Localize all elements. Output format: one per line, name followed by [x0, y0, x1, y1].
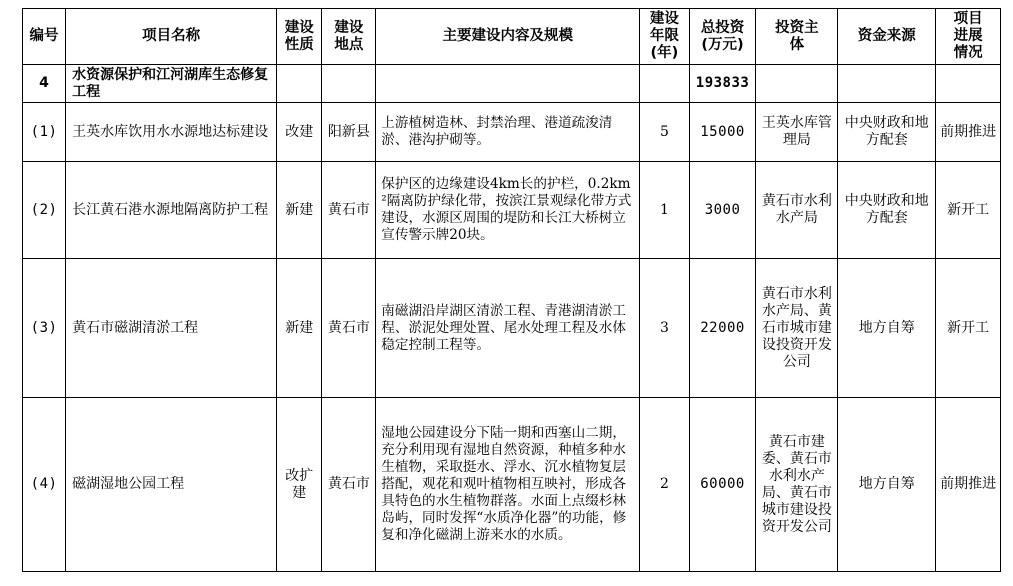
row-investment: 22000	[689, 259, 756, 398]
row-years: 1	[640, 162, 690, 259]
row-years: 3	[640, 259, 690, 398]
header-content: 主要建设内容及规模	[376, 9, 640, 65]
header-investment: 总投资 (万元)	[689, 9, 756, 65]
header-row	[23, 9, 1001, 65]
row-investor: 黄石市水利水产局、黄石市城市建设投资开发公司	[756, 259, 838, 398]
empty-cell	[640, 65, 690, 103]
section-id: 4	[23, 65, 66, 103]
section-row	[23, 65, 1001, 103]
row-nature: 新建	[277, 259, 322, 398]
row-content: 湿地公园建设分下陆一期和西塞山二期，充分利用现有湿地自然资源，种植多种水生植物，采取挺水、浮水、沉水植物复层搭配，观花和观叶植物相互映衬，形成各具特色的水生植物群落。水面上点缀杉林岛屿，同时发挥“水质净化器”的功能，修复和净化磁湖上游来水的水质。	[376, 398, 640, 572]
row-nature: 改扩建	[277, 398, 322, 572]
header-name: 项目名称	[66, 9, 277, 65]
empty-cell	[277, 65, 322, 103]
header-investor: 投资主 体	[756, 9, 838, 65]
row-location: 黄石市	[322, 162, 376, 259]
row-investment: 15000	[689, 103, 756, 162]
project-table	[22, 8, 1001, 572]
row-investment: 60000	[689, 398, 756, 572]
row-years: 5	[640, 103, 690, 162]
section-name: 水资源保护和江河湖库生态修复工程	[66, 65, 277, 103]
row-name: 黄石市磁湖清淤工程	[66, 259, 277, 398]
row-funding: 中央财政和地方配套	[838, 103, 936, 162]
header-location: 建设 地点	[322, 9, 376, 65]
row-name: 磁湖湿地公园工程	[66, 398, 277, 572]
row-content: 保护区的边缘建设4km长的护栏，0.2km²隔离防护绿化带，按滨江景观绿化带方式建设，水源区周围的堤防和长江大桥树立宣传警示牌20块。	[376, 162, 640, 259]
row-id: (2)	[23, 162, 66, 259]
row-id: (3)	[23, 259, 66, 398]
row-funding: 地方自筹	[838, 259, 936, 398]
row-content: 南磁湖沿岸湖区清淤工程、青港湖清淤工程、淤泥处理处置、尾水处理工程及水体稳定控制工程等。	[376, 259, 640, 398]
empty-cell	[756, 65, 838, 103]
row-funding: 地方自筹	[838, 398, 936, 572]
empty-cell	[838, 65, 936, 103]
row-investment: 3000	[689, 162, 756, 259]
row-progress: 新开工	[936, 259, 1001, 398]
row-id: (1)	[23, 103, 66, 162]
row-years: 2	[640, 398, 690, 572]
row-content: 上游植树造林、封禁治理、港道疏浚清淤、港沟护砌等。	[376, 103, 640, 162]
row-name: 王英水库饮用水水源地达标建设	[66, 103, 277, 162]
table-row	[23, 259, 1001, 398]
row-investor: 王英水库管理局	[756, 103, 838, 162]
header-progress: 项目 进展 情况	[936, 9, 1001, 65]
empty-cell	[376, 65, 640, 103]
row-location: 黄石市	[322, 398, 376, 572]
table-row	[23, 162, 1001, 259]
row-location: 黄石市	[322, 259, 376, 398]
empty-cell	[936, 65, 1001, 103]
row-progress: 新开工	[936, 162, 1001, 259]
row-investor: 黄石市建委、黄石市水利水产局、黄石市城市建设投资开发公司	[756, 398, 838, 572]
row-progress: 前期推进	[936, 103, 1001, 162]
table-row	[23, 103, 1001, 162]
header-funding: 资金来源	[838, 9, 936, 65]
row-funding: 中央财政和地方配套	[838, 162, 936, 259]
row-name: 长江黄石港水源地隔离防护工程	[66, 162, 277, 259]
header-id: 编号	[23, 9, 66, 65]
empty-cell	[322, 65, 376, 103]
row-id: (4)	[23, 398, 66, 572]
header-years: 建设 年限 (年)	[640, 9, 690, 65]
row-nature: 新建	[277, 162, 322, 259]
header-nature: 建设 性质	[277, 9, 322, 65]
table-row	[23, 398, 1001, 572]
row-progress: 前期推进	[936, 398, 1001, 572]
section-total: 193833	[689, 65, 756, 103]
row-location: 阳新县	[322, 103, 376, 162]
row-nature: 改建	[277, 103, 322, 162]
row-investor: 黄石市水利水产局	[756, 162, 838, 259]
